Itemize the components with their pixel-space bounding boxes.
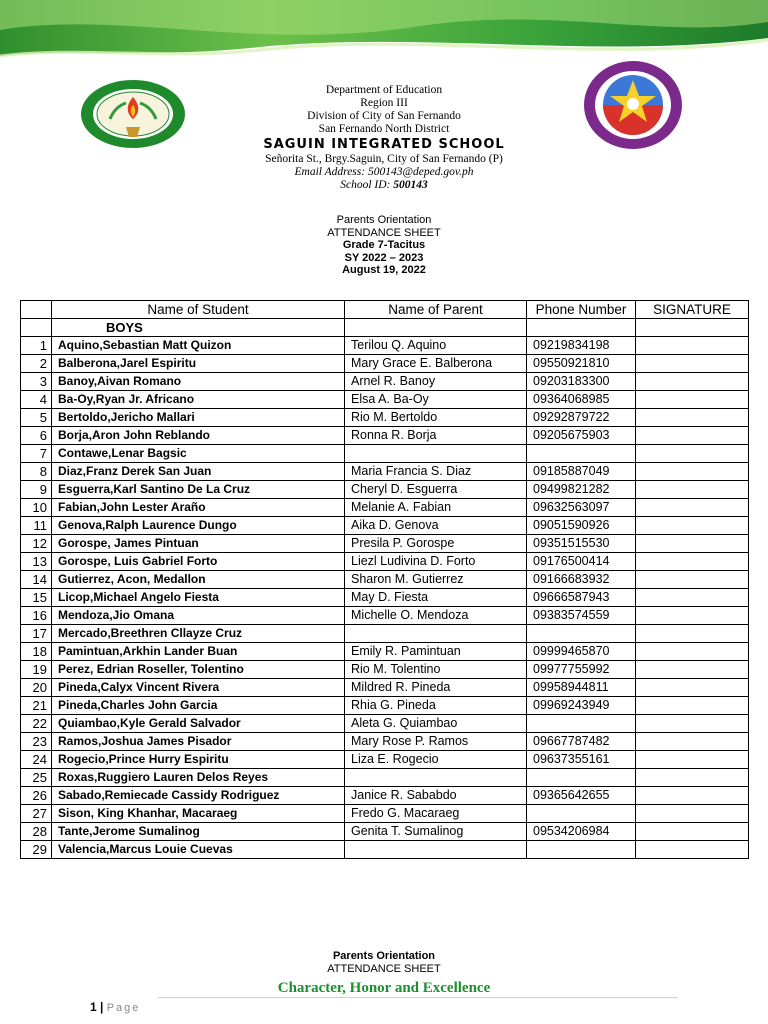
- school-address: Señorita St., Brgy.Saguin, City of San Fernando (P): [265, 153, 503, 165]
- row-number: 26: [21, 787, 52, 805]
- attendance-table: [20, 300, 749, 859]
- table-row: [21, 625, 749, 643]
- student-name: Mendoza,Jio Omana: [52, 607, 345, 625]
- phone-number: [527, 445, 636, 463]
- student-name: Rogecio,Prince Hurry Espiritu: [52, 751, 345, 769]
- student-name: Sabado,Remiecade Cassidy Rodriguez: [52, 787, 345, 805]
- row-number: 24: [21, 751, 52, 769]
- page-number: 1 | Page: [90, 1000, 141, 1014]
- parent-name: Janice R. Sababdo: [345, 787, 527, 805]
- phone-number: 09203183300: [527, 373, 636, 391]
- phone-number: 09666587943: [527, 589, 636, 607]
- parent-name: Cheryl D. Esguerra: [345, 481, 527, 499]
- signature-cell[interactable]: [636, 661, 749, 679]
- parent-name: Rhia G. Pineda: [345, 697, 527, 715]
- signature-cell[interactable]: [636, 733, 749, 751]
- table-row: [21, 607, 749, 625]
- table-row: [21, 553, 749, 571]
- table-row: [21, 589, 749, 607]
- letterhead: [0, 84, 768, 192]
- row-number: 20: [21, 679, 52, 697]
- row-number: 4: [21, 391, 52, 409]
- parent-name: [345, 841, 527, 859]
- signature-cell[interactable]: [636, 481, 749, 499]
- row-number: 1: [21, 337, 52, 355]
- student-name: Ramos,Joshua James Pisador: [52, 733, 345, 751]
- table-row: [21, 463, 749, 481]
- table-row: [21, 499, 749, 517]
- region-name: Region III: [360, 97, 408, 109]
- school-name: SAGUIN INTEGRATED SCHOOL: [263, 137, 505, 152]
- table-row: [21, 679, 749, 697]
- parent-name: Aika D. Genova: [345, 517, 527, 535]
- student-name: Bertoldo,Jericho Mallari: [52, 409, 345, 427]
- signature-cell[interactable]: [636, 607, 749, 625]
- row-number: 27: [21, 805, 52, 823]
- signature-cell[interactable]: [636, 769, 749, 787]
- row-number: 22: [21, 715, 52, 733]
- phone-number: 09185887049: [527, 463, 636, 481]
- footer-title: [0, 950, 768, 975]
- table-row: [21, 643, 749, 661]
- parent-name: Rio M. Bertoldo: [345, 409, 527, 427]
- division-name: Division of City of San Fernando: [307, 110, 461, 122]
- table-row: [21, 733, 749, 751]
- header-number: [21, 301, 52, 319]
- student-name: Borja,Aron John Reblando: [52, 427, 345, 445]
- phone-number: 09977755992: [527, 661, 636, 679]
- parent-name: Melanie A. Fabian: [345, 499, 527, 517]
- student-name: Gorospe, Luis Gabriel Forto: [52, 553, 345, 571]
- phone-number: 09176500414: [527, 553, 636, 571]
- table-row: [21, 445, 749, 463]
- table-row: [21, 715, 749, 733]
- phone-number: 09351515530: [527, 535, 636, 553]
- phone-number: 09166683932: [527, 571, 636, 589]
- student-name: Pineda,Charles John Garcia: [52, 697, 345, 715]
- student-name: Quiambao,Kyle Gerald Salvador: [52, 715, 345, 733]
- student-name: Sison, King Khanhar, Macaraeg: [52, 805, 345, 823]
- table-row: [21, 373, 749, 391]
- district-name: San Fernando North District: [318, 123, 450, 135]
- student-name: Mercado,Breethren Cllayze Cruz: [52, 625, 345, 643]
- event-date: August 19, 2022: [342, 264, 426, 276]
- group-row: [21, 319, 749, 337]
- row-number: 18: [21, 643, 52, 661]
- parent-name: [345, 625, 527, 643]
- student-name: Perez, Edrian Roseller, Tolentino: [52, 661, 345, 679]
- school-email: Email Address: 500143@deped.gov.ph: [294, 166, 474, 178]
- parent-name: [345, 445, 527, 463]
- signature-cell[interactable]: [636, 427, 749, 445]
- student-name: Roxas,Ruggiero Lauren Delos Reyes: [52, 769, 345, 787]
- phone-number: 09499821282: [527, 481, 636, 499]
- student-name: Esguerra,Karl Santino De La Cruz: [52, 481, 345, 499]
- parent-name: Ronna R. Borja: [345, 427, 527, 445]
- parent-name: Sharon M. Gutierrez: [345, 571, 527, 589]
- student-name: Ba-Oy,Ryan Jr. Africano: [52, 391, 345, 409]
- row-number: 2: [21, 355, 52, 373]
- signature-cell[interactable]: [636, 751, 749, 769]
- row-number: 16: [21, 607, 52, 625]
- row-number: 14: [21, 571, 52, 589]
- student-name: Pineda,Calyx Vincent Rivera: [52, 679, 345, 697]
- row-number: 25: [21, 769, 52, 787]
- group-label: BOYS: [52, 319, 345, 337]
- student-name: Balberona,Jarel Espiritu: [52, 355, 345, 373]
- school-id: School ID: 500143: [340, 179, 428, 191]
- signature-cell[interactable]: [636, 715, 749, 733]
- table-header-row: [21, 301, 749, 319]
- table-row: [21, 337, 749, 355]
- row-number: 21: [21, 697, 52, 715]
- table-row: [21, 841, 749, 859]
- footer-sheet-heading: ATTENDANCE SHEET: [327, 962, 441, 975]
- parent-name: Rio M. Tolentino: [345, 661, 527, 679]
- signature-cell[interactable]: [636, 535, 749, 553]
- phone-number: 09383574559: [527, 607, 636, 625]
- phone-number: 09364068985: [527, 391, 636, 409]
- table-row: [21, 769, 749, 787]
- parent-name: Mary Rose P. Ramos: [345, 733, 527, 751]
- phone-number: 09534206984: [527, 823, 636, 841]
- row-number: 12: [21, 535, 52, 553]
- signature-cell[interactable]: [636, 373, 749, 391]
- row-number: 17: [21, 625, 52, 643]
- phone-number: 09219834198: [527, 337, 636, 355]
- parent-name: Aleta G. Quiambao: [345, 715, 527, 733]
- student-name: Valencia,Marcus Louie Cuevas: [52, 841, 345, 859]
- signature-cell[interactable]: [636, 445, 749, 463]
- parent-name: Maria Francia S. Diaz: [345, 463, 527, 481]
- student-name: Gorospe, James Pintuan: [52, 535, 345, 553]
- sheet-title: [0, 214, 768, 277]
- parent-name: Emily R. Pamintuan: [345, 643, 527, 661]
- signature-cell[interactable]: [636, 787, 749, 805]
- footer-event-title: Parents Orientation: [332, 950, 436, 962]
- parent-name: Mary Grace E. Balberona: [345, 355, 527, 373]
- student-name: Licop,Michael Angelo Fiesta: [52, 589, 345, 607]
- table-row: [21, 571, 749, 589]
- signature-cell[interactable]: [636, 553, 749, 571]
- parent-name: Genita T. Sumalinog: [345, 823, 527, 841]
- signature-cell[interactable]: [636, 805, 749, 823]
- parent-name: [345, 769, 527, 787]
- table-row: [21, 661, 749, 679]
- parent-name: Fredo G. Macaraeg: [345, 805, 527, 823]
- table-row: [21, 517, 749, 535]
- phone-number: [527, 805, 636, 823]
- parent-name: Liza E. Rogecio: [345, 751, 527, 769]
- parent-name: Mildred R. Pineda: [345, 679, 527, 697]
- phone-number: 09999465870: [527, 643, 636, 661]
- phone-number: 09969243949: [527, 697, 636, 715]
- phone-number: 09051590926: [527, 517, 636, 535]
- header-parent: Name of Parent: [345, 301, 527, 319]
- table-row: [21, 481, 749, 499]
- student-name: Aquino,Sebastian Matt Quizon: [52, 337, 345, 355]
- signature-cell[interactable]: [636, 571, 749, 589]
- signature-cell[interactable]: [636, 643, 749, 661]
- signature-cell[interactable]: [636, 697, 749, 715]
- parent-name: Terilou Q. Aquino: [345, 337, 527, 355]
- row-number: 7: [21, 445, 52, 463]
- table-row: [21, 355, 749, 373]
- parent-name: Liezl Ludivina D. Forto: [345, 553, 527, 571]
- student-name: Gutierrez, Acon, Medallon: [52, 571, 345, 589]
- parent-name: Elsa A. Ba-Oy: [345, 391, 527, 409]
- footer-divider: [158, 997, 678, 998]
- table-row: [21, 751, 749, 769]
- sheet-heading: ATTENDANCE SHEET: [327, 226, 441, 239]
- row-number: 6: [21, 427, 52, 445]
- student-name: Genova,Ralph Laurence Dungo: [52, 517, 345, 535]
- row-number: 15: [21, 589, 52, 607]
- header-student: Name of Student: [52, 301, 345, 319]
- phone-number: 09365642655: [527, 787, 636, 805]
- phone-number: 09205675903: [527, 427, 636, 445]
- phone-number: 09632563097: [527, 499, 636, 517]
- student-name: Diaz,Franz Derek San Juan: [52, 463, 345, 481]
- row-number: 19: [21, 661, 52, 679]
- grade-section: Grade 7-Tacitus: [342, 239, 426, 251]
- signature-cell[interactable]: [636, 391, 749, 409]
- phone-number: [527, 769, 636, 787]
- parent-name: May D. Fiesta: [345, 589, 527, 607]
- row-number: 29: [21, 841, 52, 859]
- phone-number: 09958944811: [527, 679, 636, 697]
- signature-cell[interactable]: [636, 625, 749, 643]
- dept-name: Department of Education: [325, 84, 443, 96]
- event-title: Parents Orientation: [336, 214, 432, 226]
- student-name: Banoy,Aivan Romano: [52, 373, 345, 391]
- phone-number: 09550921810: [527, 355, 636, 373]
- parent-name: Arnel R. Banoy: [345, 373, 527, 391]
- header-phone: Phone Number: [527, 301, 636, 319]
- row-number: 5: [21, 409, 52, 427]
- table-row: [21, 409, 749, 427]
- signature-cell[interactable]: [636, 463, 749, 481]
- signature-cell[interactable]: [636, 679, 749, 697]
- table-row: [21, 823, 749, 841]
- signature-cell[interactable]: [636, 355, 749, 373]
- phone-number: 09292879722: [527, 409, 636, 427]
- table-row: [21, 805, 749, 823]
- phone-number: 09667787482: [527, 733, 636, 751]
- row-number: 11: [21, 517, 52, 535]
- row-number: 9: [21, 481, 52, 499]
- table-row: [21, 787, 749, 805]
- table-row: [21, 535, 749, 553]
- row-number: 10: [21, 499, 52, 517]
- row-number: 23: [21, 733, 52, 751]
- row-number: 28: [21, 823, 52, 841]
- signature-cell[interactable]: [636, 517, 749, 535]
- student-name: Tante,Jerome Sumalinog: [52, 823, 345, 841]
- student-name: Fabian,John Lester Araño: [52, 499, 345, 517]
- parent-name: Presila P. Gorospe: [345, 535, 527, 553]
- signature-cell[interactable]: [636, 499, 749, 517]
- table-row: [21, 427, 749, 445]
- signature-cell[interactable]: [636, 337, 749, 355]
- table-row: [21, 697, 749, 715]
- phone-number: [527, 715, 636, 733]
- signature-cell[interactable]: [636, 823, 749, 841]
- table-row: [21, 391, 749, 409]
- school-year: SY 2022 – 2023: [344, 251, 424, 264]
- student-name: Contawe,Lenar Bagsic: [52, 445, 345, 463]
- parent-name: Michelle O. Mendoza: [345, 607, 527, 625]
- phone-number: 09637355161: [527, 751, 636, 769]
- phone-number: [527, 841, 636, 859]
- header-signature: SIGNATURE: [636, 301, 749, 319]
- signature-cell[interactable]: [636, 409, 749, 427]
- row-number: 8: [21, 463, 52, 481]
- signature-cell[interactable]: [636, 589, 749, 607]
- row-number: 13: [21, 553, 52, 571]
- row-number: 3: [21, 373, 52, 391]
- student-name: Pamintuan,Arkhin Lander Buan: [52, 643, 345, 661]
- school-motto: Character, Honor and Excellence: [277, 980, 491, 996]
- signature-cell[interactable]: [636, 841, 749, 859]
- phone-number: [527, 625, 636, 643]
